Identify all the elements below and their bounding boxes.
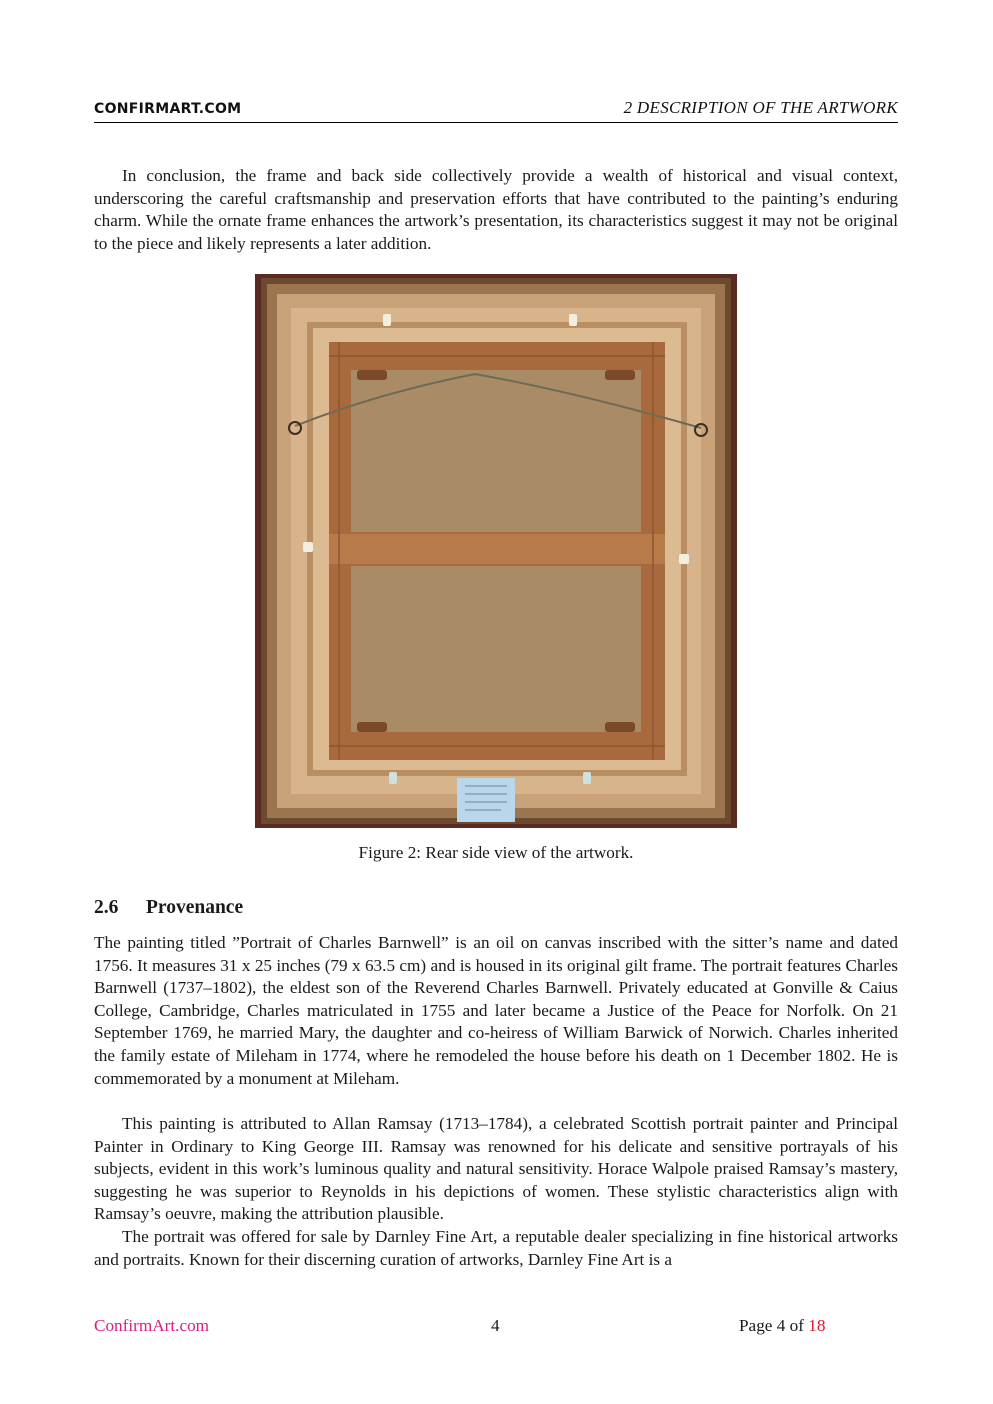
provenance-paragraph-3: The portrait was offered for sale by Darnley Fine Art, a reputable dealer specializing in fine historical artworks and portraits. Known for their discerning curation of artworks, Darnley Fine Art is a [94, 1227, 898, 1269]
provenance-paragraph-2: This painting is attributed to Allan Ramsay (1713–1784), a celebrated Scottish portrait painter and Principal Painter in Ordinary to King George III. Ramsay was renowned for his delicate and sensitive portrayals of his subjects, evident in this work’s luminous quality and natural sensitivity. Horace Walpole praised Ramsay’s mastery, suggesting he was superior to Reynolds in his depictions of women. These stylistic characteristics align with Ramsay’s oeuvre, making the attribution plausible. [94, 1114, 898, 1224]
figure-caption: Figure 2: Rear side view of the artwork. [358, 843, 634, 862]
running-section-title: 2 DESCRIPTION OF THE ARTWORK [623, 98, 898, 117]
intro-paragraph: In conclusion, the frame and back side collectively provide a wealth of historical and visual context, underscoring the careful craftsmanship and preservation efforts that have contributed to the painting’s enduring charm. While the ornate frame enhances the artwork’s presentation, its characteristics suggest it may not be original to the piece and likely represents a later addition. [94, 166, 898, 253]
page-header [94, 98, 898, 123]
section-number: 2.6 [94, 897, 119, 918]
section-heading [94, 897, 243, 919]
artwork-rear-photo [255, 274, 737, 828]
provenance-paragraph-1: The painting titled ”Portrait of Charles Barnwell” is an oil on canvas inscribed with the sitter’s name and dated 1756. It measures 31 x 25 inches (79 x 63.5 cm) and is housed in its original gilt frame. The portrait features Charles Barnwell (1737–1802), the eldest son of the Reverend Charles Barnwell. Privately educated at Gonville & Caius College, Cambridge, Charles matriculated in 1755 and later became a Justice of the Peace for Norfolk. On 21 September 1769, he married Mary, the daughter and co-heiress of William Barwick of Norwich. Charles inherited the family estate of Mileham in 1774, where he remodeled the house before his death on 1 December 1802. He is commemorated by a monument at Mileham. [94, 933, 898, 1088]
rear-view-illustration [255, 274, 737, 828]
footer-page-count [739, 1316, 825, 1336]
section-title: Provenance [146, 897, 244, 918]
footer-page-prefix: Page 4 of [739, 1316, 809, 1335]
footer-site-link[interactable]: ConfirmArt.com [94, 1316, 210, 1335]
confirmart-logo: CONFIRMART.COM [94, 101, 242, 117]
footer-total-pages-link[interactable]: 18 [808, 1316, 826, 1335]
footer-page-number: 4 [491, 1316, 500, 1335]
